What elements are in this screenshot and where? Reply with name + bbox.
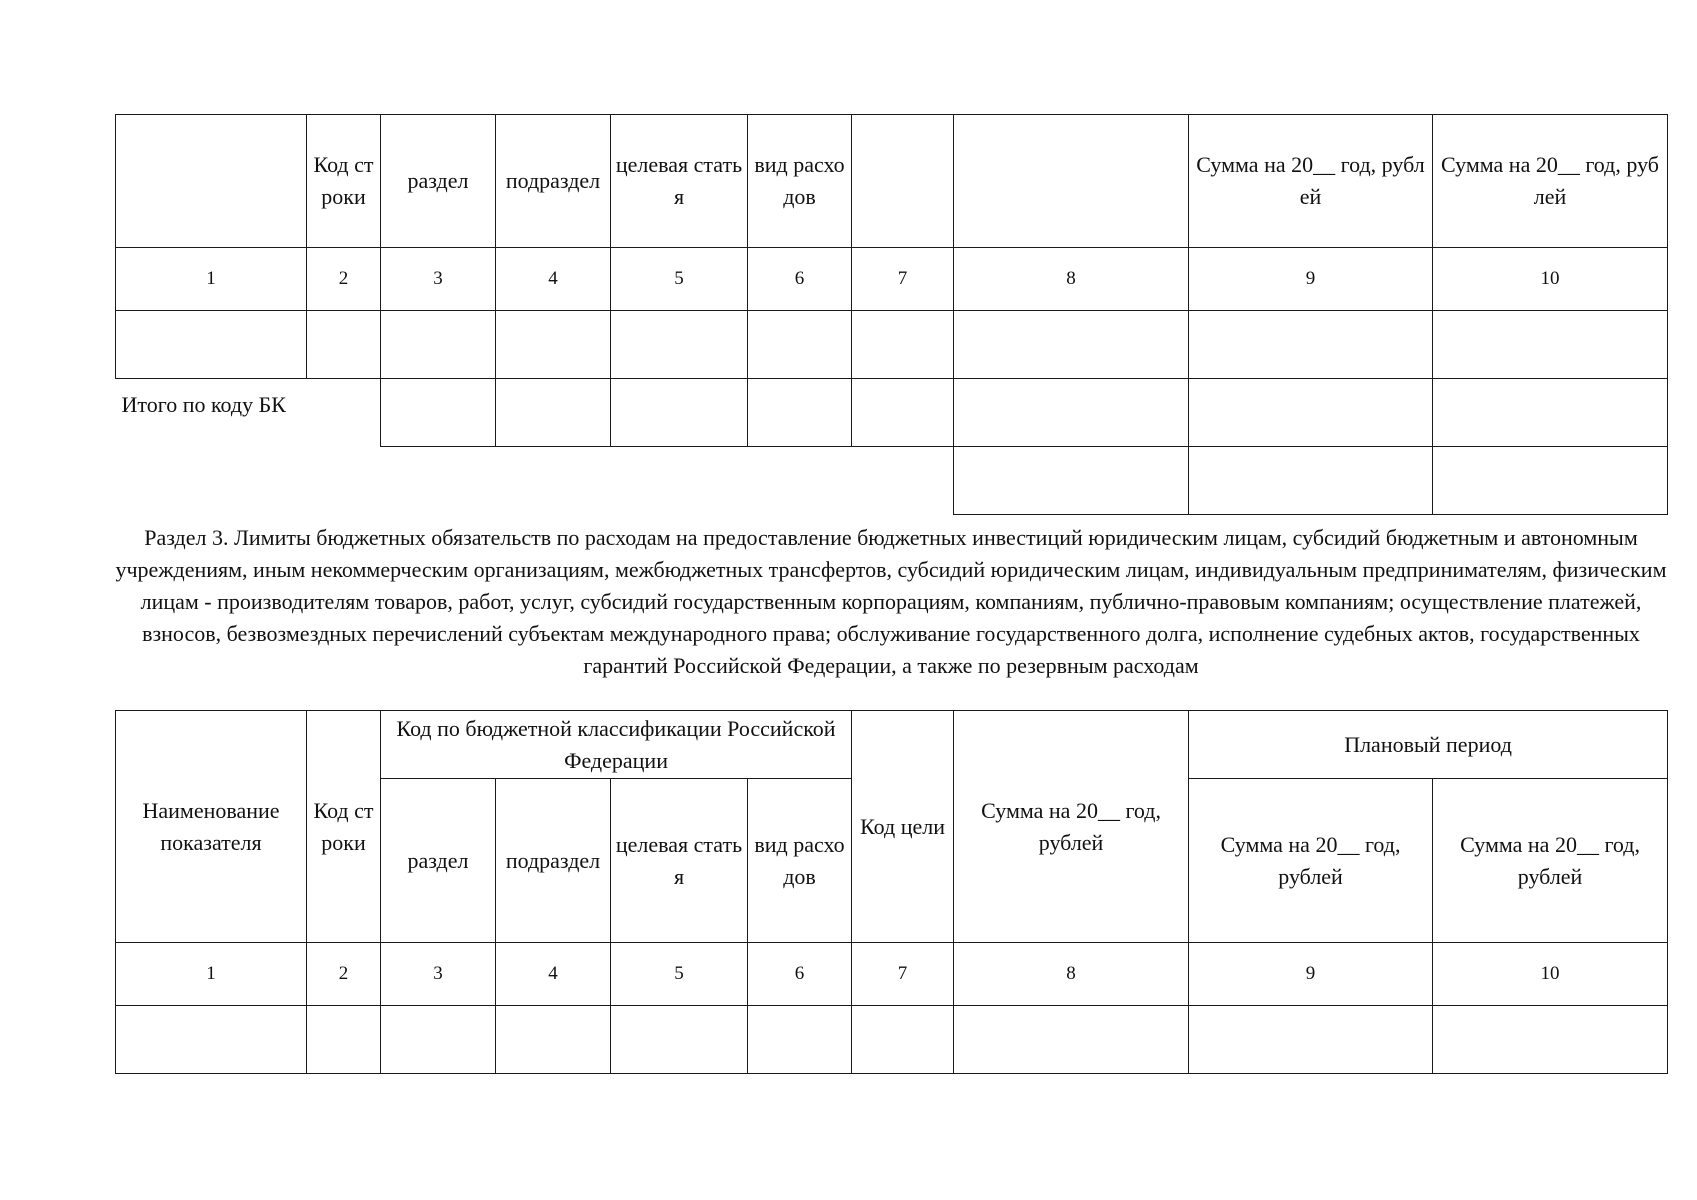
table2-empty-cell[interactable] [307, 1006, 381, 1074]
table1-grand-total-row [116, 447, 1668, 515]
table1-header-subsection: подраздел [496, 115, 611, 248]
table1-header-sum-2: Сумма на 20__ год, рублей [1433, 115, 1668, 248]
budget-table-section-3 [115, 710, 1668, 1074]
table1-empty-cell[interactable] [116, 311, 307, 379]
table2-header-sum-plan-1: Сумма на 20__ год, рублей [1189, 779, 1433, 943]
table1-header-row-code: Код строки [307, 115, 381, 248]
table1-empty-cell[interactable] [748, 311, 852, 379]
table2-header-row-code: Код строки [307, 711, 381, 943]
table2-header-sum-current: Сумма на 20__ год, рублей [954, 711, 1189, 943]
table2-header-row-1 [116, 711, 1668, 779]
table1-header-col8 [954, 115, 1189, 248]
table2-empty-cell[interactable] [496, 1006, 611, 1074]
table1-empty-cell[interactable] [954, 311, 1189, 379]
table2-empty-cell[interactable] [1433, 1006, 1668, 1074]
table2-header-sum-plan-2: Сумма на 20__ год, рублей [1433, 779, 1668, 943]
table2-number-cell: 9 [1189, 943, 1433, 1006]
table1-grand-total-cell[interactable] [1189, 447, 1433, 515]
table2-empty-cell[interactable] [381, 1006, 496, 1074]
table1-empty-cell[interactable] [1189, 311, 1433, 379]
budget-table-upper [115, 114, 1668, 515]
table2-header-bk-group: Код по бюджетной классификации Российской Федерации [381, 711, 852, 779]
table2-number-row [116, 943, 1668, 1006]
table2-number-cell: 6 [748, 943, 852, 1006]
table1-empty-cell[interactable] [381, 311, 496, 379]
table1-total-cell[interactable] [954, 379, 1189, 447]
table2-empty-cell[interactable] [1189, 1006, 1433, 1074]
table2-header-section: раздел [381, 779, 496, 943]
table1-number-cell: 8 [954, 248, 1189, 311]
table2-data-row [116, 1006, 1668, 1074]
table2-empty-cell[interactable] [852, 1006, 954, 1074]
table1-total-cell[interactable] [1433, 379, 1668, 447]
table1-total-cell[interactable] [1189, 379, 1433, 447]
table2-header-planning-period: Плановый период [1189, 711, 1668, 779]
table1-number-cell: 10 [1433, 248, 1668, 311]
table1-empty-cell[interactable] [307, 311, 381, 379]
table2-empty-cell[interactable] [954, 1006, 1189, 1074]
table1-number-cell: 6 [748, 248, 852, 311]
table1-total-row [116, 379, 1668, 447]
table1-number-row [116, 248, 1668, 311]
table1-header-col7 [852, 115, 954, 248]
table2-header-subsection: подраздел [496, 779, 611, 943]
table1-blank-area [116, 447, 954, 515]
table1-number-cell: 4 [496, 248, 611, 311]
table2-number-cell: 7 [852, 943, 954, 1006]
table1-empty-cell[interactable] [1433, 311, 1668, 379]
table1-number-cell: 2 [307, 248, 381, 311]
table1-number-cell: 5 [611, 248, 748, 311]
table2-number-cell: 10 [1433, 943, 1668, 1006]
table2-number-cell: 8 [954, 943, 1189, 1006]
table1-total-cell[interactable] [748, 379, 852, 447]
table2-empty-cell[interactable] [748, 1006, 852, 1074]
table1-data-row [116, 311, 1668, 379]
table2-header-goal-code: Код цели [852, 711, 954, 943]
table2-header-name: Наименование показателя [116, 711, 307, 943]
table1-number-cell: 7 [852, 248, 954, 311]
table1-header-col1 [116, 115, 307, 248]
table2-empty-cell[interactable] [611, 1006, 748, 1074]
table2-empty-cell[interactable] [116, 1006, 307, 1074]
table1-total-cell[interactable] [611, 379, 748, 447]
table1-empty-cell[interactable] [496, 311, 611, 379]
table2-number-cell: 1 [116, 943, 307, 1006]
table1-number-cell: 3 [381, 248, 496, 311]
table1-grand-total-cell[interactable] [1433, 447, 1668, 515]
table1-header-expense-type: вид расходов [748, 115, 852, 248]
table2-number-cell: 2 [307, 943, 381, 1006]
section-3-title: Раздел 3. Лимиты бюджетных обязательств по расходам на предоставление бюджетных инвестиций юридическим лицам, субсидий бюджетным и автономным учреждениям, иным некоммерческим организациям, межбюджетных трансфертов, субсидий юридическим лицам, индивидуальным предпринимателям, физическим лицам - производителям товаров, работ, услуг, субсидий государственным корпорациям, компаниям, публично-правовым компаниям; осуществление платежей, взносов, безвозмездных перечислений субъектам международного права; обслуживание государственного долга, исполнение судебных актов, государственных гарантий Российской Федерации, а также по резервным расходам [115, 525, 1667, 678]
table1-empty-cell[interactable] [611, 311, 748, 379]
table1-number-cell: 9 [1189, 248, 1433, 311]
table1-empty-cell[interactable] [852, 311, 954, 379]
table1-number-cell: 1 [116, 248, 307, 311]
table1-total-cell[interactable] [852, 379, 954, 447]
table1-total-cell[interactable] [496, 379, 611, 447]
total-by-bk-label: Итого по коду БК [121, 392, 286, 417]
table1-header-section: раздел [381, 115, 496, 248]
table1-header-sum-1: Сумма на 20__ год, рублей [1189, 115, 1433, 248]
table2-number-cell: 4 [496, 943, 611, 1006]
table1-total-cell[interactable] [381, 379, 496, 447]
table2-number-cell: 5 [611, 943, 748, 1006]
table1-grand-total-cell[interactable] [954, 447, 1189, 515]
table2-header-expense-type: вид расходов [748, 779, 852, 943]
table2-header-target: целевая статья [611, 779, 748, 943]
table1-header-row [116, 115, 1668, 248]
table2-number-cell: 3 [381, 943, 496, 1006]
table1-header-target: целевая статья [611, 115, 748, 248]
